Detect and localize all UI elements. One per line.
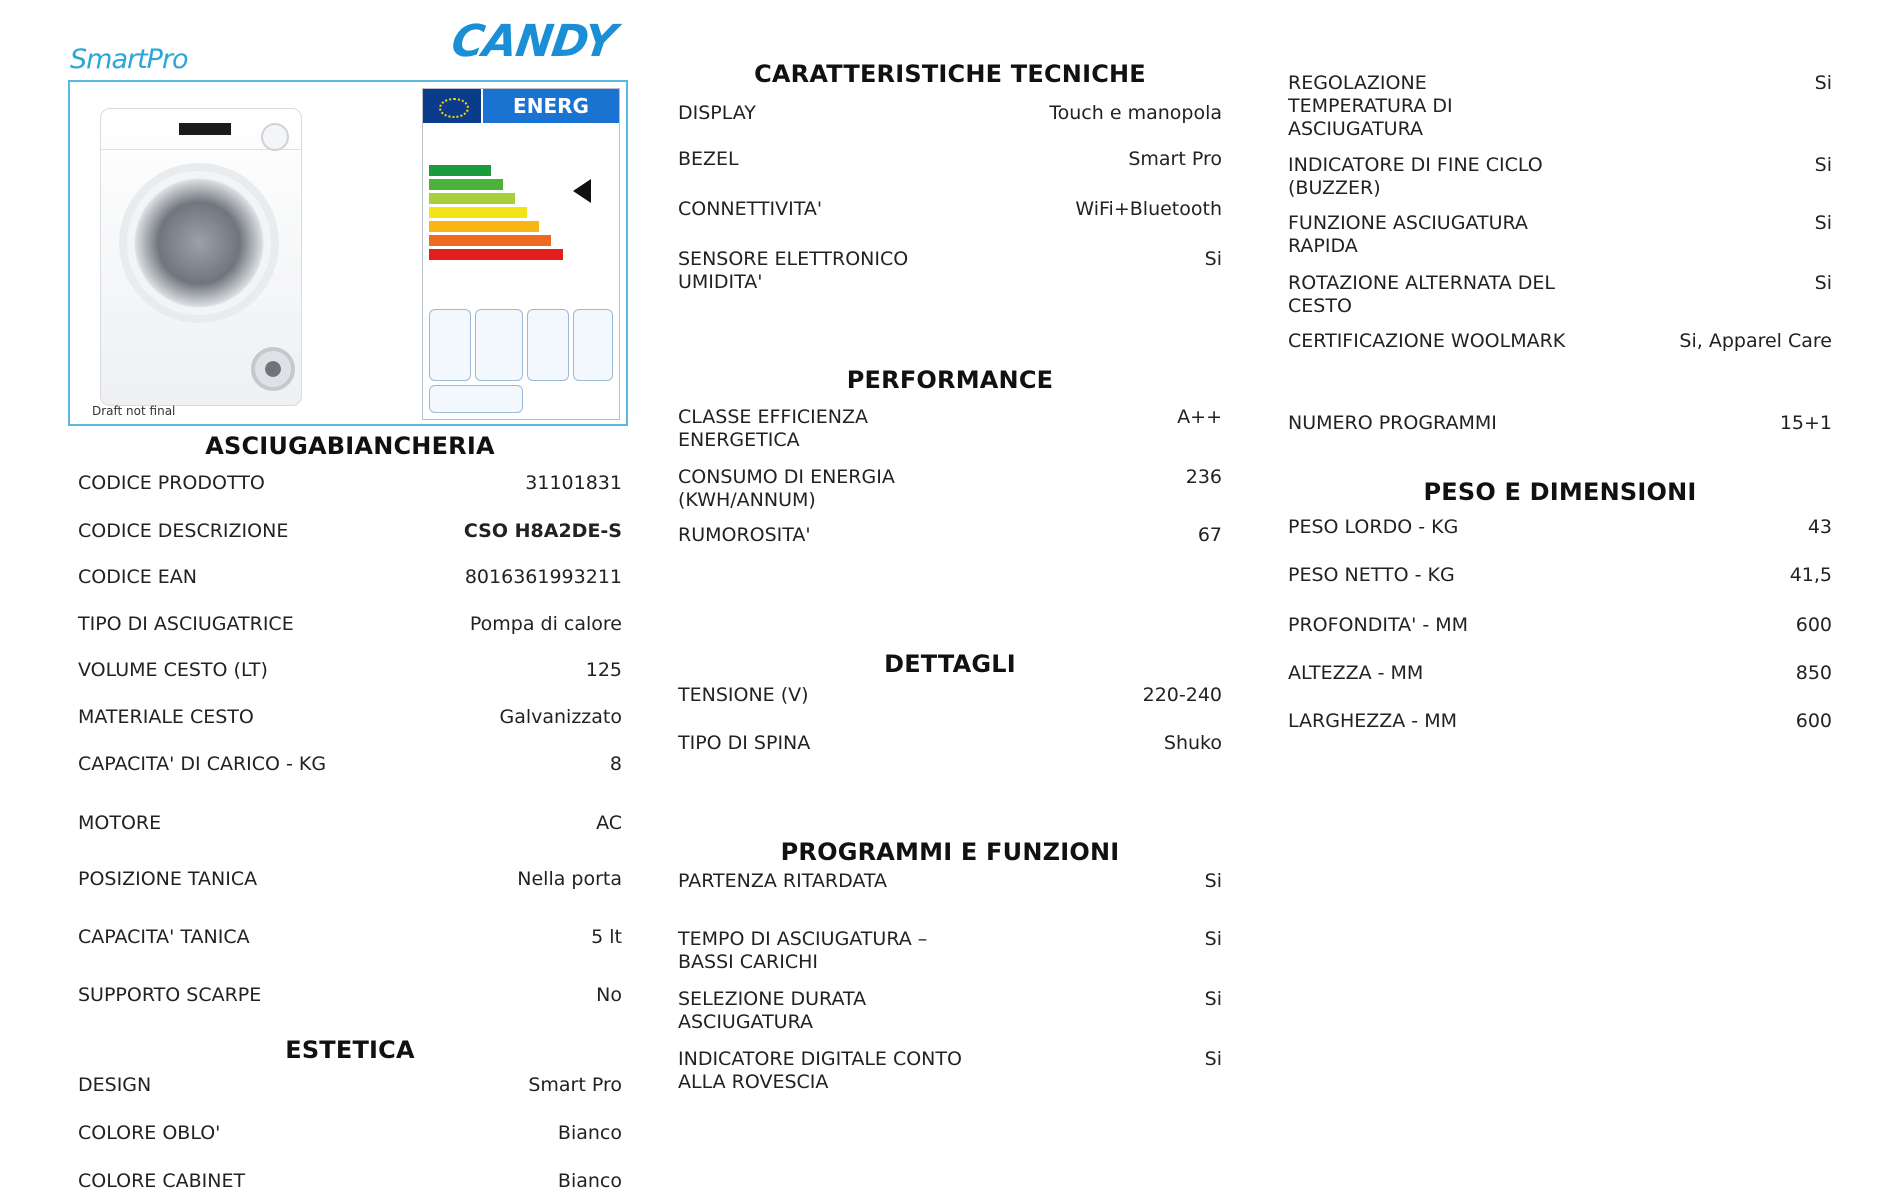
section-title-programmi: PROGRAMMI E FUNZIONI bbox=[780, 838, 1120, 866]
spec-value: Touch e manopola bbox=[1049, 102, 1222, 124]
spec-value: 600 bbox=[1795, 614, 1832, 636]
spec-value: Bianco bbox=[557, 1122, 622, 1144]
spec-label: MOTORE bbox=[78, 812, 162, 834]
section-title-dettagli: DETTAGLI bbox=[884, 650, 1016, 678]
spec-value: 5 lt bbox=[591, 926, 622, 948]
spec-value: Si bbox=[1204, 1048, 1222, 1070]
spec-label: ALTEZZA - MM bbox=[1288, 662, 1424, 684]
spec-label: VOLUME CESTO (LT) bbox=[78, 659, 268, 681]
consumption-icon bbox=[429, 309, 471, 381]
spec-value: A++ bbox=[1177, 406, 1222, 428]
spec-value: Si bbox=[1204, 988, 1222, 1010]
spec-label: MATERIALE CESTO bbox=[78, 706, 254, 728]
energy-bar bbox=[429, 249, 563, 260]
spec-label: CONNETTIVITA' bbox=[678, 198, 823, 220]
spec-label: REGOLAZIONE TEMPERATURA DI ASCIUGATURA bbox=[1288, 72, 1453, 140]
spec-label: CONSUMO DI ENERGIA (KWH/ANNUM) bbox=[678, 466, 895, 511]
energy-bar bbox=[429, 221, 539, 232]
noise-db-icon bbox=[429, 385, 523, 413]
energy-bar bbox=[429, 179, 503, 190]
spec-label: LARGHEZZA - MM bbox=[1288, 710, 1457, 732]
eu-flag-icon bbox=[423, 89, 481, 123]
spec-label: BEZEL bbox=[678, 148, 739, 170]
section-title-estetica: ESTETICA bbox=[285, 1036, 415, 1064]
spec-label: CODICE PRODOTTO bbox=[78, 472, 265, 494]
energy-bar bbox=[429, 235, 551, 246]
cycle-icon bbox=[475, 309, 523, 381]
spec-value: 236 bbox=[1185, 466, 1222, 488]
energy-bars bbox=[429, 165, 563, 263]
spec-label: INDICATORE DIGITALE CONTO ALLA ROVESCIA bbox=[678, 1048, 962, 1093]
spec-value: Si bbox=[1814, 154, 1832, 176]
spec-label: CLASSE EFFICIENZA ENERGETICA bbox=[678, 406, 869, 451]
spec-value: 41,5 bbox=[1789, 564, 1832, 586]
spec-label: SELEZIONE DURATA ASCIUGATURA bbox=[678, 988, 867, 1033]
spec-value: 8016361993211 bbox=[464, 566, 622, 588]
energy-bar bbox=[429, 165, 491, 176]
knob-icon bbox=[261, 123, 289, 151]
candy-logo: CANDY bbox=[448, 16, 619, 67]
spec-label: CERTIFICAZIONE WOOLMARK bbox=[1288, 330, 1566, 352]
spec-label: PROFONDITA' - MM bbox=[1288, 614, 1469, 636]
spec-value: Nella porta bbox=[517, 868, 622, 890]
spec-label: RUMOROSITA' bbox=[678, 524, 811, 546]
spec-value: 31101831 bbox=[525, 472, 622, 494]
capacity-icon bbox=[527, 309, 569, 381]
spec-label: ROTAZIONE ALTERNATA DEL CESTO bbox=[1288, 272, 1556, 317]
spec-label: COLORE OBLO' bbox=[78, 1122, 221, 1144]
section-title-peso-dimensioni: PESO E DIMENSIONI bbox=[1423, 478, 1697, 506]
spec-value: Shuko bbox=[1163, 732, 1222, 754]
spec-value: Smart Pro bbox=[1128, 148, 1222, 170]
spec-value: AC bbox=[596, 812, 622, 834]
spec-label: SENSORE ELETTRONICO UMIDITA' bbox=[678, 248, 909, 293]
spec-value: Si bbox=[1204, 248, 1222, 270]
spec-value: CSO H8A2DE-S bbox=[463, 520, 622, 542]
spec-value: 67 bbox=[1197, 524, 1222, 546]
spec-label: DESIGN bbox=[78, 1074, 152, 1096]
spec-label: POSIZIONE TANICA bbox=[78, 868, 258, 890]
door-porthole bbox=[119, 163, 279, 323]
spec-value: Si bbox=[1814, 272, 1832, 294]
spec-value: Si bbox=[1814, 72, 1832, 94]
spec-value: 43 bbox=[1807, 516, 1832, 538]
spec-label: TEMPO DI ASCIUGATURA – BASSI CARICHI bbox=[678, 928, 928, 973]
spec-label: SUPPORTO SCARPE bbox=[78, 984, 262, 1006]
section-title-asciugabiancheria: ASCIUGABIANCHERIA bbox=[205, 432, 495, 460]
filter-knob bbox=[251, 347, 295, 391]
spec-label: TIPO DI ASCIUGATRICE bbox=[78, 613, 294, 635]
spec-label: CAPACITA' DI CARICO - KG bbox=[78, 753, 327, 775]
energy-label-header: ENERG bbox=[483, 89, 619, 123]
spec-value: Bianco bbox=[557, 1170, 622, 1192]
spec-label: PESO NETTO - KG bbox=[1288, 564, 1455, 586]
spec-value: Smart Pro bbox=[528, 1074, 622, 1096]
spec-label: NUMERO PROGRAMMI bbox=[1288, 412, 1497, 434]
spec-label: PARTENZA RITARDATA bbox=[678, 870, 888, 892]
spec-value: 8 bbox=[609, 753, 622, 775]
spec-value: Si bbox=[1204, 870, 1222, 892]
spec-value: Galvanizzato bbox=[499, 706, 622, 728]
spec-label: CODICE EAN bbox=[78, 566, 197, 588]
display-screen bbox=[179, 123, 231, 135]
spec-value: 125 bbox=[585, 659, 622, 681]
spec-value: No bbox=[596, 984, 622, 1006]
spec-value: Si bbox=[1204, 928, 1222, 950]
energy-label bbox=[422, 88, 620, 420]
dryer-image bbox=[100, 108, 302, 406]
spec-value: Pompa di calore bbox=[469, 613, 622, 635]
spec-label: TENSIONE (V) bbox=[678, 684, 809, 706]
smartpro-logo: SmartPro bbox=[70, 44, 188, 75]
spec-value: Si, Apparel Care bbox=[1679, 330, 1832, 352]
spec-label: CODICE DESCRIZIONE bbox=[78, 520, 289, 542]
spec-label: INDICATORE DI FINE CICLO (BUZZER) bbox=[1288, 154, 1543, 199]
spec-value: WiFi+Bluetooth bbox=[1075, 198, 1222, 220]
spec-label: PESO LORDO - KG bbox=[1288, 516, 1459, 538]
energy-bar bbox=[429, 207, 527, 218]
energy-bar bbox=[429, 193, 515, 204]
spec-value: 220-240 bbox=[1142, 684, 1222, 706]
noise-icon bbox=[573, 309, 613, 381]
spec-value: 600 bbox=[1795, 710, 1832, 732]
section-title-caratteristiche: CARATTERISTICHE TECNICHE bbox=[754, 60, 1146, 88]
spec-value: Si bbox=[1814, 212, 1832, 234]
spec-value: 15+1 bbox=[1779, 412, 1832, 434]
spec-label: COLORE CABINET bbox=[78, 1170, 246, 1192]
section-title-performance: PERFORMANCE bbox=[846, 366, 1054, 394]
spec-value: 850 bbox=[1795, 662, 1832, 684]
spec-label: TIPO DI SPINA bbox=[678, 732, 811, 754]
energy-class-arrow-icon bbox=[573, 179, 591, 203]
spec-label: CAPACITA' TANICA bbox=[78, 926, 250, 948]
spec-label: FUNZIONE ASCIUGATURA RAPIDA bbox=[1288, 212, 1528, 257]
spec-label: DISPLAY bbox=[678, 102, 756, 124]
product-image-box bbox=[68, 80, 628, 426]
draft-note: Draft not final bbox=[92, 404, 176, 418]
